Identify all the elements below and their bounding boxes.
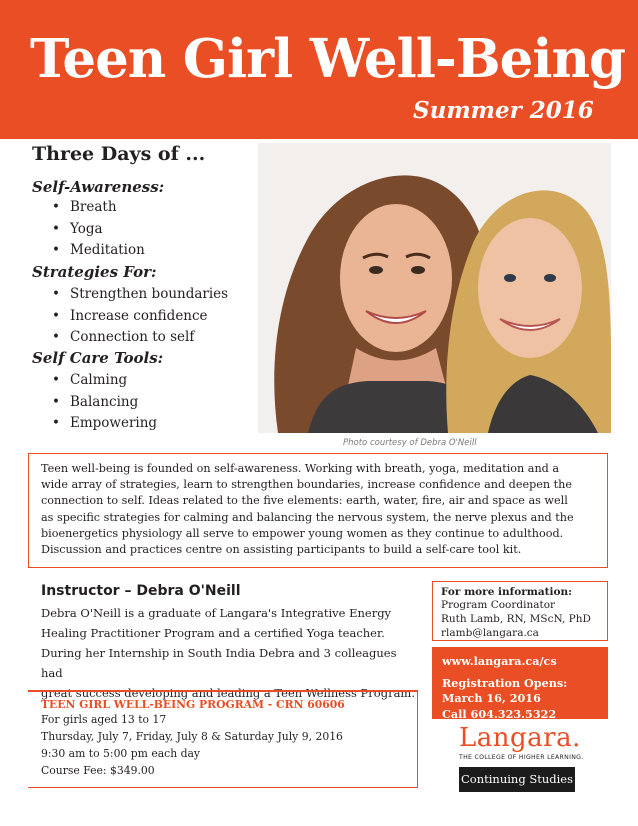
instructor-heading: Instructor – Debra O'Neill <box>41 583 241 599</box>
list-item <box>52 306 228 328</box>
list-item-label: Meditation <box>70 242 145 258</box>
list-item <box>52 392 157 414</box>
header-banner <box>0 0 638 139</box>
description-box <box>28 453 608 568</box>
description-line: Teen well-being is founded on self-awareness. Working with breath, yoga, meditation and a <box>41 462 560 475</box>
list-item <box>52 219 145 241</box>
list-item-label: Balancing <box>70 393 139 410</box>
list-item-label: Increase confidence <box>70 307 208 324</box>
bullet-icon: • <box>52 393 60 410</box>
list-item-label: Breath <box>70 199 117 215</box>
section-heading-self-care: Self Care Tools: <box>32 349 164 367</box>
program-line: Thursday, July 7, Friday, July 8 & Saturday July 9, 2016 <box>41 730 343 743</box>
bullet-icon: • <box>52 329 60 345</box>
more-info-box <box>432 581 608 641</box>
list-item <box>52 370 157 392</box>
registration-box <box>432 647 608 719</box>
list-item <box>52 413 157 435</box>
page-subtitle: Summer 2016 <box>413 97 594 124</box>
list-self-awareness <box>52 197 145 262</box>
continuing-studies-badge: Continuing Studies <box>459 767 575 792</box>
program-line: For girls aged 13 to 17 <box>41 713 167 726</box>
bullet-icon: • <box>52 199 60 215</box>
list-self-care <box>52 370 157 435</box>
info-heading: For more information: <box>441 586 572 598</box>
list-item-label: Empowering <box>70 415 158 431</box>
program-line: 9:30 am to 5:00 pm each day <box>41 747 201 760</box>
contact-email[interactable]: rlamb@langara.ca <box>441 627 539 639</box>
description-line: bioenergetics physiology all serve to empower young women as they continue to adulthood. <box>41 526 564 540</box>
bio-line: Healing Practitioner Program and a certified Yoga teacher. <box>41 626 385 640</box>
photo-credit: Photo courtesy of Debra O'Neill <box>343 438 477 448</box>
list-item <box>52 240 145 262</box>
portrait-photo <box>258 143 611 433</box>
list-item <box>52 197 145 219</box>
description-line: wide array of strategies, learn to strengthen boundaries, increase confidence and deepen the <box>41 478 572 492</box>
bullet-icon: • <box>52 242 60 258</box>
section-heading-strategies: Strategies For: <box>32 263 157 281</box>
info-line: Program Coordinator <box>441 599 556 611</box>
list-item-label: Strengthen boundaries <box>70 286 229 302</box>
description-line: as specific strategies for calming and balancing the nervous system, the nerve plexus and the <box>41 510 574 524</box>
bio-line: During her Internship in South India Debra and 3 colleagues had <box>41 646 397 680</box>
list-item-label: Yoga <box>70 220 103 237</box>
list-item <box>52 284 228 306</box>
bullet-icon: • <box>52 307 60 324</box>
instructor-bio <box>41 603 421 703</box>
description-line: connection to self. Ideas related to the five elements: earth, water, fire, air and space as well <box>41 494 568 508</box>
logo-tagline: THE COLLEGE OF HIGHER LEARNING. <box>459 754 584 761</box>
program-line: Course Fee: $349.00 <box>41 764 155 777</box>
website-link[interactable]: www.langara.ca/cs <box>442 654 557 668</box>
section-heading-self-awareness: Self-Awareness: <box>32 178 165 196</box>
bio-line: Debra O'Neill is a graduate of Langara's Integrative Energy <box>41 606 392 620</box>
list-item <box>52 327 228 349</box>
page-title: Teen Girl Well-Being <box>30 28 626 90</box>
description-line: Discussion and practices centre on assisting participants to build a self-care tool kit. <box>41 543 522 557</box>
bio-line: great success developing and leading a Teen Wellness Program. <box>41 686 415 700</box>
program-heading: TEEN GIRL WELL-BEING PROGRAM - CRN 60606 <box>41 698 345 711</box>
portrait-illustration <box>258 143 611 433</box>
registration-line: March 16, 2016 <box>442 691 541 705</box>
phone-number: Call 604.323.5322 <box>442 706 557 721</box>
langara-logo: Langara. <box>459 723 581 753</box>
bullet-icon: • <box>52 372 60 388</box>
bullet-icon: • <box>52 220 60 237</box>
program-details-box <box>28 690 418 788</box>
list-strategies <box>52 284 228 349</box>
list-item-label: Connection to self <box>70 329 195 345</box>
intro-heading: Three Days of ... <box>32 143 206 165</box>
registration-line: Registration Opens: <box>442 675 568 690</box>
list-item-label: Calming <box>70 372 128 388</box>
bullet-icon: • <box>52 415 60 431</box>
bullet-icon: • <box>52 286 60 302</box>
info-line: Ruth Lamb, RN, MScN, PhD <box>441 613 591 625</box>
